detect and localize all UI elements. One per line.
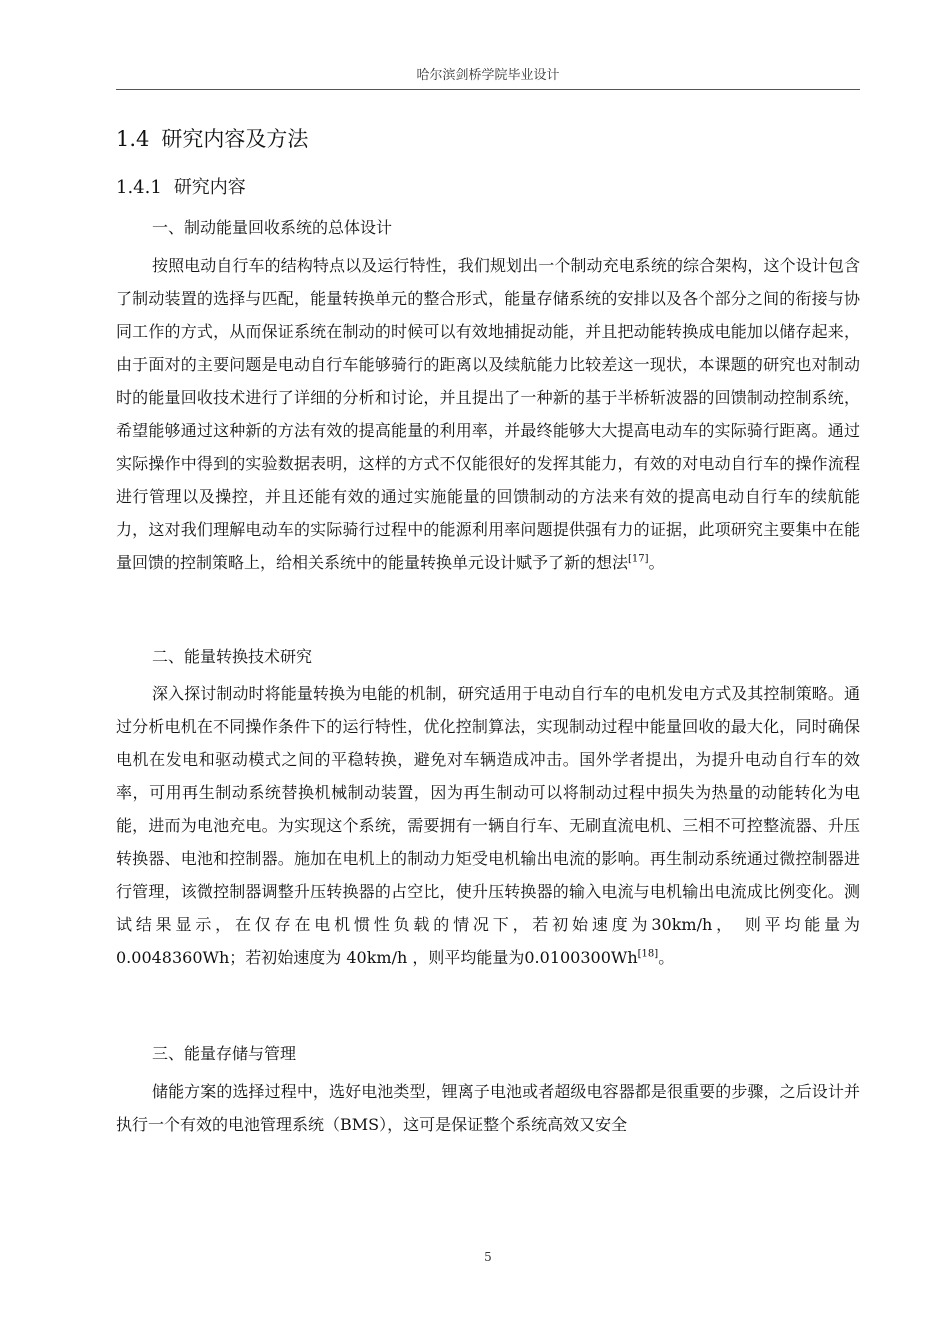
header-rule (116, 89, 860, 90)
block-paragraph-2 (116, 677, 860, 974)
block-end-2: 。 (658, 948, 675, 967)
page-number: 5 (484, 1250, 492, 1264)
citation-17: [17] (628, 553, 649, 565)
block-heading-1: 一、制动能量回收系统的总体设计 (152, 218, 393, 237)
subsection-heading (116, 174, 246, 202)
block-paragraph-3 (116, 1075, 860, 1141)
section-heading (116, 124, 308, 154)
subsection-title: 研究内容 (173, 177, 246, 198)
block-text-2: 深入探讨制动时将能量转换为电能的机制，研究适用于电动自行车的电机发电方式及其控制策略。通过分析电机在不同操作条件下的运行特性，优化控制算法，实现制动过程中能量回收的最大化，同时确保电机在发电和驱动模式之间的平稳转换，避免对车辆造成冲击。国外学者提出，为提升电动自行车的效率，可用再生制动系统替换机械制动装置，因为再生制动可以将制动过程中损失为热量的动能转化为电能，进而为电池充电。为实现这个系统，需要拥有一辆自行车、无刷直流电机、三相不可控整流器、升压转换器、电池和控制器。施加在电机上的制动力矩受电机输出电流的影响。再生制动系统通过微控制器进行管理，该微控制器调整升压转换器的占空比，使升压转换器的输入电流与电机输出电流成比例变化。测试结果显示，在仅存在电机惯性负载的情况下，若初始速度为30km/h， 则平均能量为 0.0048360Wh；若初始速度为 40km/h ，则平均能量为0.0100300Wh (116, 684, 860, 967)
section-number: 1.4 (116, 127, 150, 151)
block-heading-2: 二、能量转换技术研究 (152, 647, 313, 666)
subsection-number: 1.4.1 (116, 177, 162, 198)
block-paragraph-1 (116, 249, 860, 579)
section-title: 研究内容及方法 (161, 127, 309, 151)
block-heading-3: 三、能量存储与管理 (152, 1044, 297, 1063)
block-end-1: 。 (648, 553, 665, 572)
page-header: 哈尔滨剑桥学院毕业设计 (416, 68, 560, 83)
block-text-1: 按照电动自行车的结构特点以及运行特性，我们规划出一个制动充电系统的综合架构，这个设计包含了制动装置的选择与匹配，能量转换单元的整合形式，能量存储系统的安排以及各个部分之间的衔接与协同工作的方式，从而保证系统在制动的时候可以有效地捕捉动能，并且把动能转换成电能加以储存起来，由于面对的主要问题是电动自行车能够骑行的距离以及续航能力比较差这一现状，本课题的研究也对制动时的能量回收技术进行了详细的分析和讨论，并且提出了一种新的基于半桥斩波器的回馈制动控制系统，希望能够通过这种新的方法有效的提高能量的利用率，并最终能够大大提高电动车的实际骑行距离。通过实际操作中得到的实验数据表明，这样的方式不仅能很好的发挥其能力，有效的对电动自行车的操作流程进行管理以及操控，并且还能有效的通过实施能量的回馈制动的方法来有效的提高电动自行车的续航能力，这对我们理解电动车的实际骑行过程中的能源利用率问题提供强有力的证据，此项研究主要集中在能量回馈的控制策略上，给相关系统中的能量转换单元设计赋予了新的想法 (116, 256, 860, 572)
block-text-3: 储能方案的选择过程中，选好电池类型，锂离子电池或者超级电容器都是很重要的步骤，之后设计并执行一个有效的电池管理系统（BMS），这可是保证整个系统高效又安全 (116, 1082, 860, 1134)
citation-18: [18] (637, 948, 659, 960)
